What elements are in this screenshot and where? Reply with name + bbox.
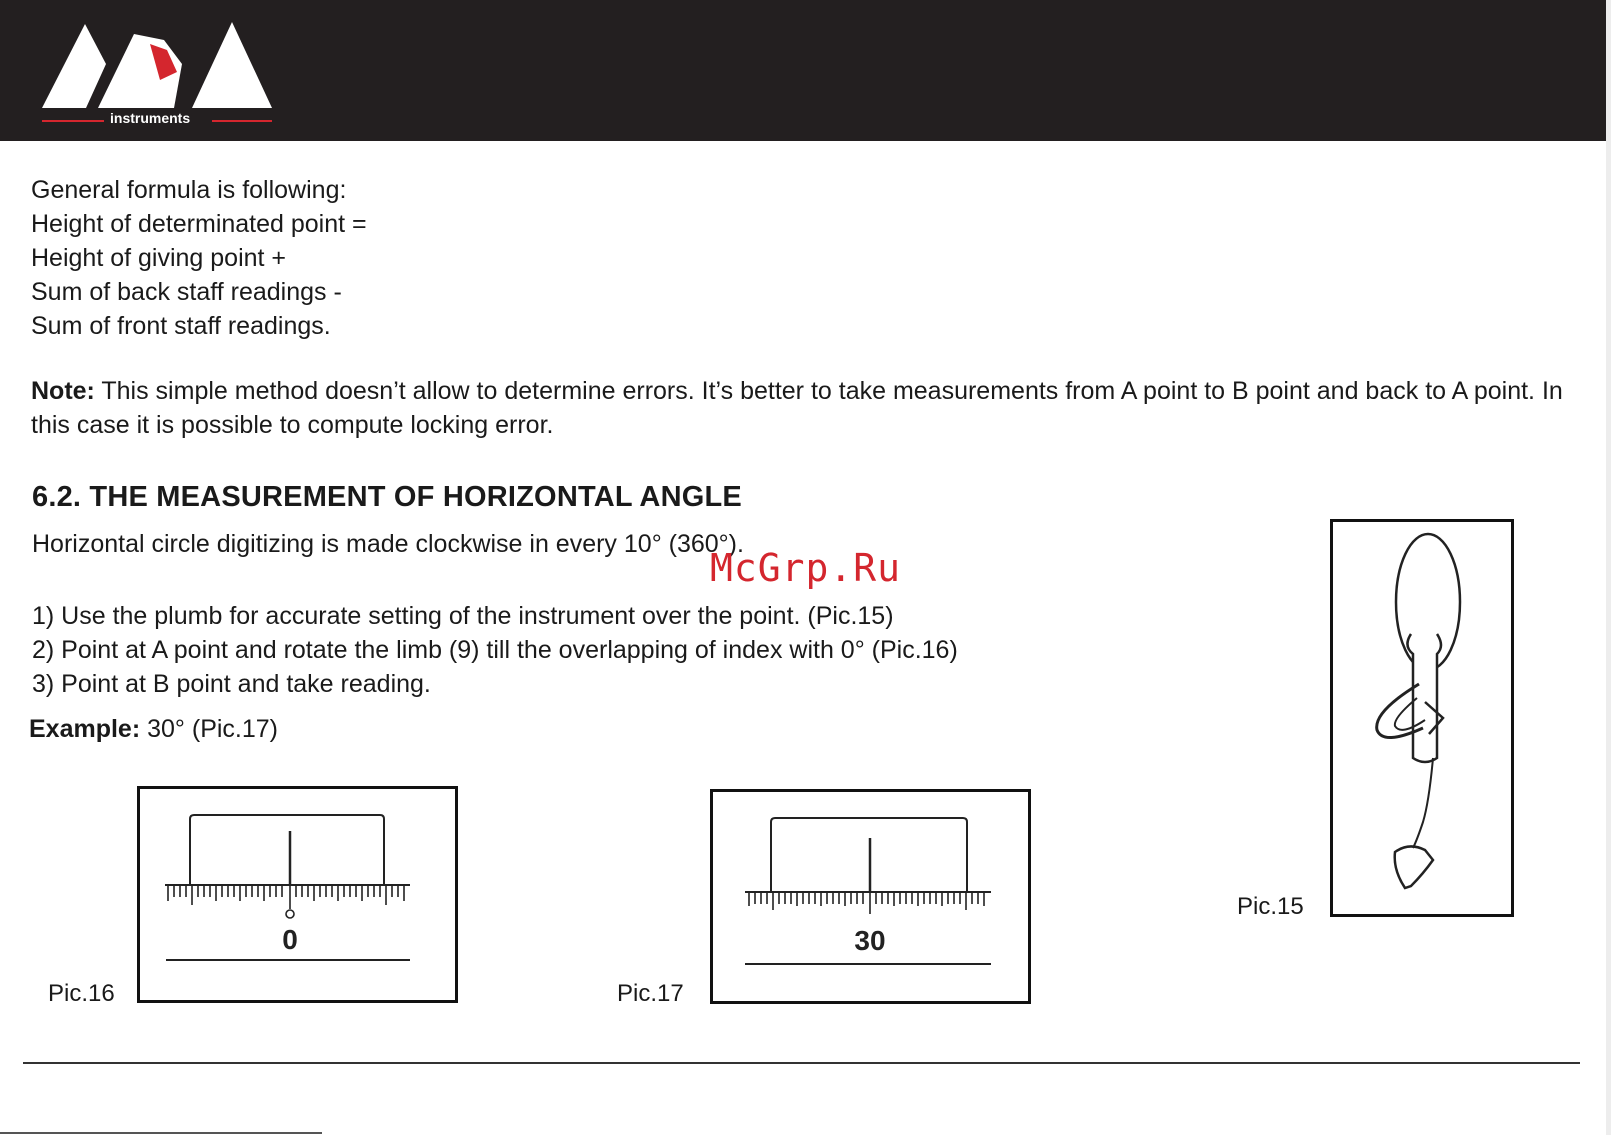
step-item: 3) Point at B point and take reading. bbox=[32, 670, 431, 698]
formula-line: Height of determinated point = bbox=[31, 210, 367, 238]
step-item: 1) Use the plumb for accurate setting of the instrument over the point. (Pic.15) bbox=[32, 602, 894, 630]
steps-list bbox=[32, 599, 958, 701]
page-edge bbox=[1606, 0, 1611, 1135]
example-label: Example: bbox=[29, 715, 141, 743]
scale-number: 30 bbox=[854, 925, 886, 956]
step-item: 2) Point at A point and rotate the limb (9) till the overlapping of index with 0° (Pic.16) bbox=[32, 636, 958, 664]
section-intro: Horizontal circle digitizing is made clockwise in every 10° (360°). bbox=[32, 530, 744, 558]
pic17-figure bbox=[710, 789, 1031, 1004]
note-paragraph bbox=[31, 374, 1591, 442]
plumb-bob-illustration bbox=[1333, 522, 1510, 913]
note-text: This simple method doesn’t allow to determine errors. It’s better to take measurements from A point to B point and back to A point. In this case it is possible to compute locking error. bbox=[31, 377, 1563, 439]
ada-instruments-logo bbox=[42, 14, 272, 129]
bottom-rule bbox=[0, 1132, 322, 1134]
formula-block bbox=[31, 173, 367, 343]
note-label: Note: bbox=[31, 377, 95, 405]
svg-text:instruments: instruments bbox=[110, 110, 191, 126]
pic17-label: Pic.17 bbox=[617, 980, 684, 1007]
pic16-label: Pic.16 bbox=[48, 980, 115, 1007]
formula-line: General formula is following: bbox=[31, 176, 347, 204]
pic15-label: Pic.15 bbox=[1237, 893, 1304, 920]
example-text: 30° (Pic.17) bbox=[140, 715, 279, 743]
formula-line: Sum of front staff readings. bbox=[31, 312, 331, 340]
example-line bbox=[29, 715, 278, 744]
scale-thirty-illustration bbox=[713, 792, 1027, 1000]
formula-line: Sum of back staff readings - bbox=[31, 278, 342, 306]
watermark: McGrp.Ru bbox=[710, 546, 902, 590]
formula-line: Height of giving point + bbox=[31, 244, 287, 272]
pic16-figure bbox=[137, 786, 458, 1003]
scale-number: 0 bbox=[282, 924, 298, 955]
footer-divider bbox=[23, 1062, 1580, 1064]
section-title: 6.2. THE MEASUREMENT OF HORIZONTAL ANGLE bbox=[32, 481, 742, 513]
pic15-figure bbox=[1330, 519, 1514, 917]
scale-zero-illustration bbox=[140, 789, 454, 999]
header-bar bbox=[0, 0, 1611, 141]
